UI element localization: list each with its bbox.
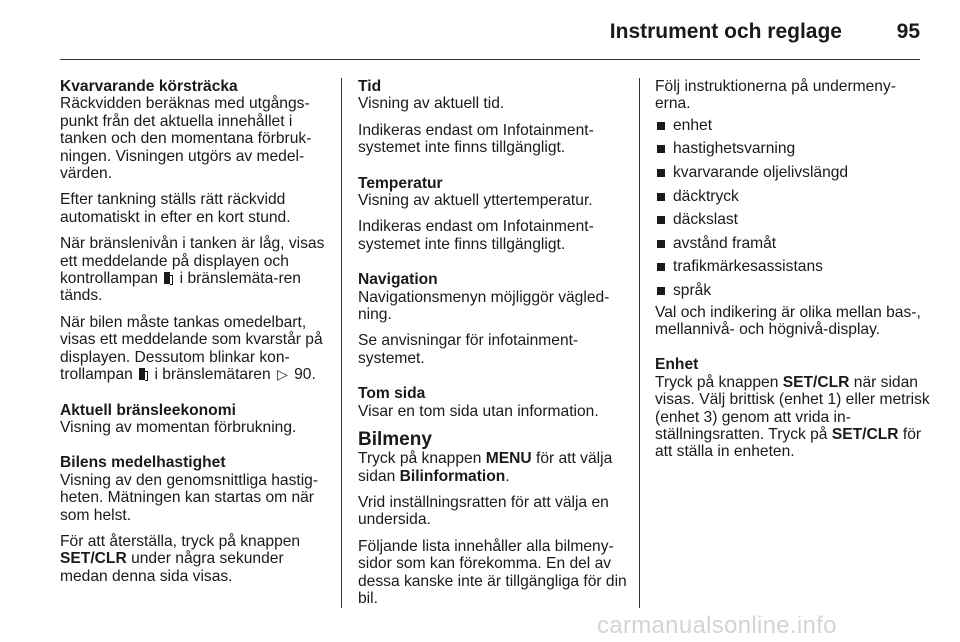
text-run: Tryck på knappen <box>655 373 779 391</box>
paragraph-refuel <box>60 314 332 384</box>
section-heading: Bilens medelhastighet <box>60 454 226 472</box>
fuel-pump-icon <box>164 272 173 284</box>
paragraph: Navigationsmenyn möjliggör vägled-ning. <box>358 288 610 324</box>
bullet-square-icon <box>657 122 665 130</box>
text-run: i bränslemäta-ren tänds. <box>60 270 301 305</box>
bullet-square-icon <box>657 193 665 201</box>
button-name: SET/CLR <box>782 373 850 391</box>
paragraph: Efter tankning ställs rätt räckvidd automatiskt in efter en kort stund. <box>60 191 291 226</box>
bullet-square-icon <box>657 240 665 248</box>
header-divider <box>60 59 920 60</box>
list-item <box>655 188 930 205</box>
paragraph: Visning av momentan förbrukning. <box>60 418 297 436</box>
bullet-square-icon <box>657 216 665 224</box>
section-navigation <box>358 271 633 323</box>
text-run: När bränslenivån i tanken är låg, visas ett meddelande på displayen och kontrollampan <box>60 235 325 288</box>
paragraph: Visning av den genomsnittliga hastig-heten. Mätningen kan startas om när som helst. <box>60 471 319 524</box>
button-name: SET/CLR <box>831 426 899 443</box>
paragraph: Se anvisningar för infotainment-systemet. <box>358 332 579 367</box>
list-item-label: däckslast <box>673 211 739 229</box>
fuel-pump-icon <box>139 368 148 380</box>
list-item-label: hastighetsvarning <box>673 140 796 158</box>
list-item <box>655 282 930 299</box>
paragraph-low-fuel <box>60 235 332 305</box>
section-heading-large: Bilmeny <box>358 429 432 451</box>
section-heading: Tid <box>358 78 382 95</box>
button-name: SET/CLR <box>60 550 127 568</box>
list-item-label: kvarvarande oljelivslängd <box>673 164 849 181</box>
section-unit <box>655 356 930 460</box>
button-name: MENU <box>485 450 532 468</box>
text-run: när sidan visas. Välj brittisk (enhet 1) eller metrisk (enhet 3) genom att vrida in-ställningsratten. Tryck på <box>655 373 930 443</box>
section-time <box>358 78 633 113</box>
section-empty-page <box>358 385 633 420</box>
column-divider-2 <box>639 78 640 608</box>
section-heading: Temperatur <box>358 174 443 192</box>
section-temperature <box>358 175 633 210</box>
section-fuel-economy <box>60 402 332 437</box>
list-item-label: trafikmärkesassistans <box>673 258 823 276</box>
section-range <box>60 78 332 182</box>
column-divider-1 <box>341 78 342 608</box>
list-item-label: däcktryck <box>673 187 739 205</box>
bullet-square-icon <box>657 263 665 271</box>
list-item <box>655 164 930 181</box>
page-reference[interactable]: 90. <box>294 366 316 384</box>
text-run: När bilen måste tankas omedelbart, visas ett meddelande som kvarstår på displayen. Dessutom blinkar kon-trollampan <box>60 313 323 384</box>
column-2 <box>358 78 633 616</box>
text-run: för att välja sidan <box>358 450 613 485</box>
paragraph: Val och indikering är olika mellan bas-, mellannivå- och högnivå-display. <box>655 303 921 338</box>
bullet-square-icon <box>657 145 665 153</box>
section-heading: Aktuell bränsleekonomi <box>60 401 236 419</box>
section-heading: Tom sida <box>358 385 426 403</box>
list-item <box>655 117 930 134</box>
list-item <box>655 258 930 275</box>
paragraph-reset <box>60 533 332 585</box>
list-item <box>655 211 930 228</box>
paragraph: Visar en tom sida utan information. <box>358 402 599 420</box>
paragraph: Räckvidden beräknas med utgångs-punkt från det aktuella innehållet i tanken och den momentana förbruk-ningen. Visningen utgörs av medel-värden. <box>60 95 312 183</box>
section-heading: Kvarvarande körsträcka <box>60 78 238 95</box>
paragraph: Följande lista innehåller alla bilmeny-sidor som kan förekomma. En del av dessa kanske inte är tillgängliga för din bil. <box>358 537 627 607</box>
reference-arrow-icon: ▷ <box>277 366 288 383</box>
page-number: 95 <box>896 20 920 43</box>
paragraph: Indikeras endast om Infotainment-systemet inte finns tillgängligt. <box>358 121 594 157</box>
menu-page-name: Bilinformation <box>399 467 506 485</box>
text-run: för att ställa in enheten. <box>655 426 922 461</box>
text-run: under några sekunder medan denna sida visas. <box>60 550 284 585</box>
list-item-label: avstånd framåt <box>673 234 777 252</box>
paragraph: Indikeras endast om Infotainment-systemet inte finns tillgängligt. <box>358 218 594 253</box>
text-run: Tryck på knappen <box>358 450 482 468</box>
page-title: Instrument och reglage <box>609 20 842 43</box>
paragraph: Visning av aktuell tid. <box>358 95 505 113</box>
section-heading: Navigation <box>358 271 438 289</box>
paragraph: Visning av aktuell yttertemperatur. <box>358 192 593 210</box>
section-vehicle-menu <box>358 429 633 485</box>
section-avg-speed <box>60 454 332 524</box>
list-item <box>655 140 930 157</box>
bullet-square-icon <box>657 287 665 295</box>
watermark: carmanualsonline.info <box>597 612 837 639</box>
page-header <box>0 0 960 60</box>
bullet-square-icon <box>657 169 665 177</box>
paragraph: Vrid inställningsratten för att välja en undersida. <box>358 493 609 529</box>
submenu-list <box>655 117 930 300</box>
text-run: För att återställa, tryck på knappen <box>60 532 301 550</box>
text-run: i bränslemätaren <box>154 366 271 384</box>
list-item-label: enhet <box>673 116 713 134</box>
paragraph: Följ instruktionerna på undermeny-erna. <box>655 78 896 113</box>
list-item-label: språk <box>673 281 712 299</box>
list-item <box>655 235 930 252</box>
column-1 <box>60 78 332 594</box>
text-run: . <box>505 467 510 485</box>
column-3 <box>655 78 930 470</box>
section-heading: Enhet <box>655 356 699 374</box>
